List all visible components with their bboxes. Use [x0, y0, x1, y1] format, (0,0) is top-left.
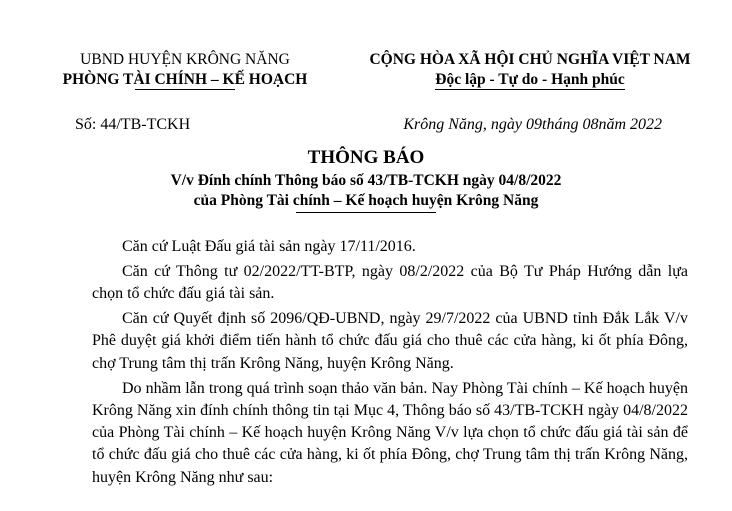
place-and-date: Krông Năng, ngày 09tháng 08năm 2022 — [403, 116, 662, 133]
body-paragraph-correction: Do nhầm lẫn trong quá trình soạn thảo văn bản. Nay Phòng Tài chính – Kế hoạch huyện Krông Năng xin đính chính thông tin tại Mục 4, Thông báo số 43/TB-TCKH ngày 04/8/2022 của Phòng Tài chính – Kế hoạch huyện Krông Năng V/v lựa chọn tổ chức đấu giá tài sản để tổ chức đấu giá cho thuê các cửa hàng, ki ốt phía Đông, chợ Trung tâm thị trấn Krông Năng, huyện Krông Năng như sau: — [92, 379, 688, 486]
document-number: Số: 44/TB-TCKH — [75, 116, 191, 133]
document-subject — [0, 171, 732, 213]
subject-line-1: V/v Đính chính Thông báo số 43/TB-TCKH ngày 04/8/2022 — [170, 172, 562, 189]
subject-line-2: của Phòng Tài chính – Kế hoạch huyện Krông Năng — [193, 192, 539, 209]
subject-underline — [296, 212, 436, 213]
agency-parent-name: UBND HUYỆN KRÔNG NĂNG — [80, 51, 290, 68]
document-title: THÔNG BÁO — [307, 147, 425, 168]
issuing-agency-block — [40, 50, 330, 90]
national-heading-block — [345, 50, 715, 90]
country-name: CỘNG HÒA XÃ HỘI CHỦ NGHĨA VIỆT NAM — [369, 51, 691, 68]
body-paragraph-legal-basis-2: Căn cứ Thông tư 02/2022/TT-BTP, ngày 08/2/2022 của Bộ Tư Pháp Hướng dẫn lựa chọn tổ chức đấu giá tài sản. — [92, 262, 688, 303]
agency-name: PHÒNG TÀI CHÍNH – KẾ HOẠCH — [62, 71, 308, 88]
body-paragraph-legal-basis-3: Căn cứ Quyết định số 2096/QĐ-UBND, ngày 29/7/2022 của UBND tỉnh Đắk Lắk V/v Phê duyệt giá khởi điểm tiến hành tổ chức đấu giá cho thuê các cửa hàng, ki ốt phía Đông, chợ Trung tâm thị trấn Krông Năng, huyện Krông Năng. — [92, 310, 688, 372]
body-paragraph-legal-basis-1: Căn cứ Luật Đấu giá tài sản ngày 17/11/2016. — [122, 238, 416, 255]
national-motto: Độc lập - Tự do - Hạnh phúc — [435, 71, 625, 88]
document-body — [92, 236, 688, 492]
